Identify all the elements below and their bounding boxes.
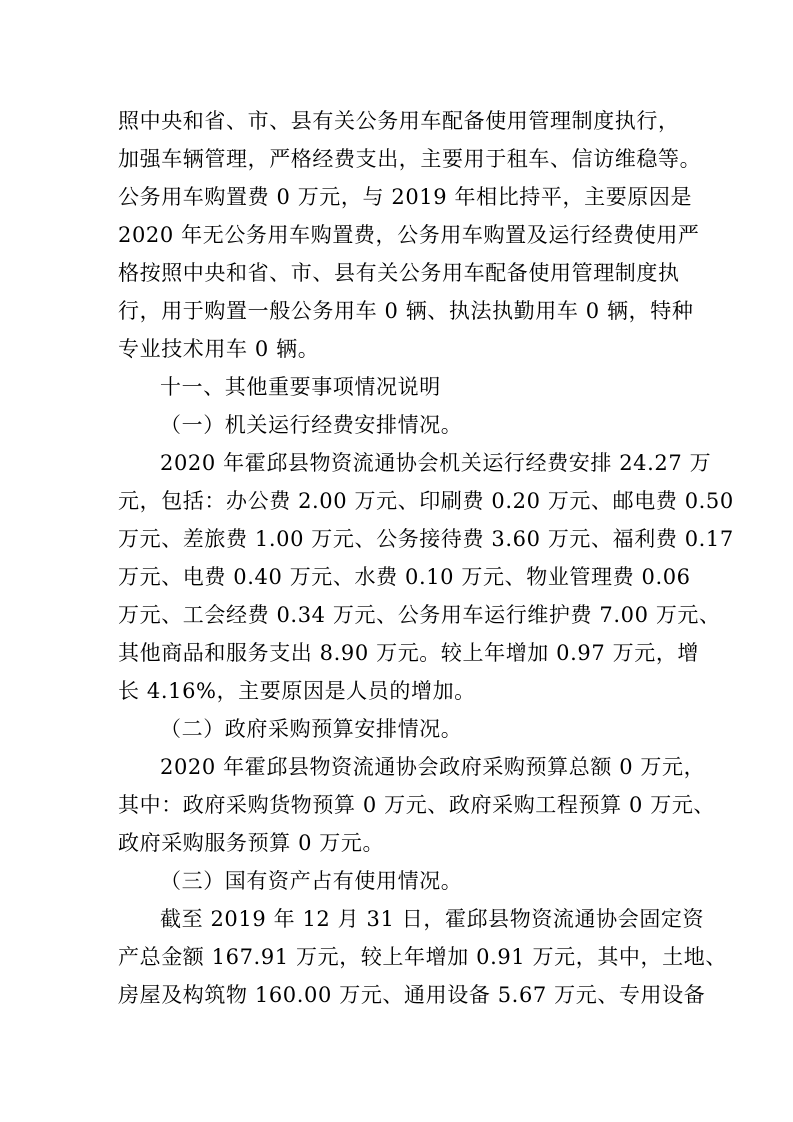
body-text-line: 万元、差旅费 1.00 万元、公务接待费 3.60 万元、福利费 0.17 xyxy=(118,527,734,551)
subsection-heading: （二）政府采购预算安排情况。 xyxy=(160,717,463,741)
body-text-line: 专业技术用车 0 辆。 xyxy=(118,337,320,361)
subsection-heading: （三）国有资产占有使用情况。 xyxy=(160,869,463,893)
body-text-line: 格按照中央和省、市、县有关公务用车配备使用管理制度执 xyxy=(118,261,680,285)
paragraph-first-line: 截至 2019 年 12 月 31 日，霍邱县物资流通协会固定资 xyxy=(160,907,705,931)
section-heading: 十一、其他重要事项情况说明 xyxy=(160,375,441,399)
body-text-line: 2020 年无公务用车购置费，公务用车购置及运行经费使用严 xyxy=(118,223,700,247)
body-text-line: 万元、工会经费 0.34 万元、公务用车运行维护费 7.00 万元、 xyxy=(118,603,721,627)
body-text-line: 产总金额 167.91 万元，较上年增加 0.91 万元，其中，土地、 xyxy=(118,945,727,969)
body-text-line: 元，包括：办公费 2.00 万元、印刷费 0.20 万元、邮电费 0.50 xyxy=(118,489,734,513)
body-text-line: 其中：政府采购货物预算 0 万元、政府采购工程预算 0 万元、 xyxy=(118,793,716,817)
body-text-line: 政府采购服务预算 0 万元。 xyxy=(118,831,385,855)
body-text-line: 万元、电费 0.40 万元、水费 0.10 万元、物业管理费 0.06 xyxy=(118,565,691,589)
body-text-line: 公务用车购置费 0 万元，与 2019 年相比持平，主要原因是 xyxy=(118,185,693,209)
body-text-line: 照中央和省、市、县有关公务用车配备使用管理制度执行， xyxy=(118,109,680,133)
body-text-line: 房屋及构筑物 160.00 万元、通用设备 5.67 万元、专用设备 xyxy=(118,983,706,1007)
body-text-line: 长 4.16%，主要原因是人员的增加。 xyxy=(118,679,476,703)
subsection-heading: （一）机关运行经费安排情况。 xyxy=(160,413,463,437)
body-text-line: 行，用于购置一般公务用车 0 辆、执法执勤用车 0 辆，特种 xyxy=(118,299,694,323)
paragraph-first-line: 2020 年霍邱县物资流通协会政府采购预算总额 0 万元， xyxy=(160,755,706,779)
body-text-line: 其他商品和服务支出 8.90 万元。较上年增加 0.97 万元，增 xyxy=(118,641,700,665)
body-text-line: 加强车辆管理，严格经费支出，主要用于租车、信访维稳等。 xyxy=(118,147,702,171)
paragraph-first-line: 2020 年霍邱县物资流通协会机关运行经费安排 24.27 万 xyxy=(160,451,712,475)
